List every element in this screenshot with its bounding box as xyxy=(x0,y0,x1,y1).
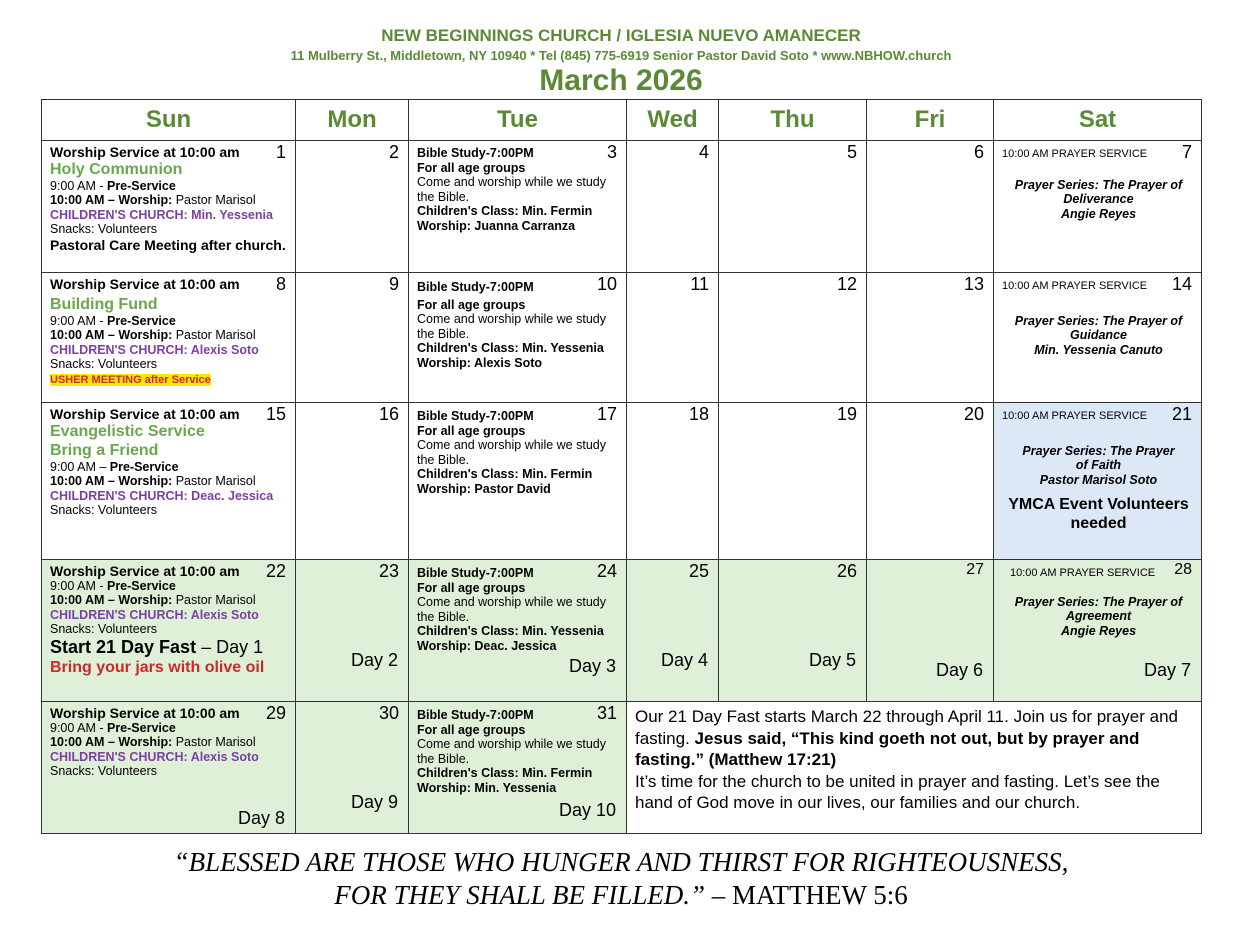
day-number: 4 xyxy=(698,142,709,162)
day-cell-6 xyxy=(867,141,994,273)
worship-line: 10:00 AM – Worship: Pastor Marisol xyxy=(50,328,256,342)
fast-day-label: Day 8 xyxy=(237,808,285,828)
day-number: 2 xyxy=(388,142,399,162)
day-number: 19 xyxy=(836,404,857,424)
bible-study-title: Bible Study-7:00PM xyxy=(417,708,534,722)
worship-leader: Worship: Min. Yessenia xyxy=(417,780,557,795)
prayer-leader: Min. Yessenia Canuto xyxy=(1034,342,1163,357)
weekday-mon: Mon xyxy=(296,100,409,141)
day-cell-27 xyxy=(867,560,994,702)
snacks-line: Snacks: Volunteers xyxy=(50,764,158,778)
childrens-church-line: CHILDREN'S CHURCH: Deac. Jessica xyxy=(50,488,274,503)
snacks-line: Snacks: Volunteers xyxy=(50,622,158,636)
day-cell-7 xyxy=(994,141,1202,273)
service-title: Worship Service at 10:00 am xyxy=(50,705,240,721)
day-number: 18 xyxy=(688,404,709,424)
preservice-line: 9:00 AM - Pre-Service xyxy=(50,313,176,328)
fast-start-note: Start 21 Day Fast – Day 1 xyxy=(50,636,264,657)
childrens-church-line: CHILDREN'S CHURCH: Min. Yessenia xyxy=(50,207,273,222)
day-number: 29 xyxy=(265,703,286,723)
day-cell-5 xyxy=(719,141,867,273)
childrens-class: Children's Class: Min. Fermin xyxy=(417,467,593,481)
day-number: 26 xyxy=(836,561,857,581)
day-number: 22 xyxy=(265,561,286,581)
quote-line-2: FOR THEY SHALL BE FILLED.” – MATTHEW 5:6 xyxy=(334,880,908,910)
day-number: 5 xyxy=(846,142,857,162)
age-groups: For all age groups xyxy=(417,160,526,175)
church-name: NEW BEGINNINGS CHURCH / IGLESIA NUEVO AMANECER xyxy=(381,26,861,45)
fast-day-label: Day 7 xyxy=(1143,660,1191,680)
bible-study-desc: Come and worship while we study the Bible. xyxy=(417,312,606,341)
fast-day-label: Day 6 xyxy=(935,660,983,680)
bible-study-title: Bible Study-7:00PM xyxy=(417,566,534,580)
day-cell-21 xyxy=(994,403,1202,560)
weekday-wed: Wed xyxy=(627,100,719,141)
worship-line: 10:00 AM – Worship: Pastor Marisol xyxy=(50,193,256,207)
service-title: Worship Service at 10:00 am xyxy=(50,276,240,292)
day-cell-4 xyxy=(627,141,719,273)
day-cell-22 xyxy=(42,560,296,702)
day-cell-13 xyxy=(867,273,994,403)
day-cell-23 xyxy=(296,560,409,702)
weekday-sat: Sat xyxy=(994,100,1202,141)
childrens-class: Children's Class: Min. Yessenia xyxy=(417,624,604,638)
ymca-volunteers-note: YMCA Event Volunteers needed xyxy=(1008,496,1189,532)
fast-day-label: Day 4 xyxy=(660,650,708,670)
day-cell-8 xyxy=(42,273,296,403)
day-number: 27 xyxy=(966,561,984,578)
service-title: Worship Service at 10:00 am xyxy=(50,563,240,579)
day-number: 6 xyxy=(973,142,984,162)
day-cell-1 xyxy=(42,141,296,273)
fast-day-label: Day 3 xyxy=(568,656,616,676)
day-cell-30 xyxy=(296,702,409,834)
day-number: 11 xyxy=(690,274,709,294)
day-cell-20 xyxy=(867,403,994,560)
day-number: 10 xyxy=(596,274,617,294)
prayer-series: Prayer Series: The Prayer of Guidance xyxy=(1014,313,1183,342)
day-number: 20 xyxy=(963,404,984,424)
age-groups: For all age groups xyxy=(417,580,526,595)
childrens-class: Children's Class: Min. Fermin xyxy=(417,766,593,780)
fast-scripture: Jesus said, “This kind goeth not out, but by prayer and fasting.” (Matthew 17:21) xyxy=(635,728,1140,769)
prayer-service-title: 10:00 AM PRAYER SERVICE xyxy=(1002,280,1148,292)
prayer-series: Prayer Series: The Prayer of Deliverance xyxy=(1014,177,1183,206)
worship-line: 10:00 AM – Worship: Pastor Marisol xyxy=(50,735,256,749)
day-cell-26 xyxy=(719,560,867,702)
service-title: Worship Service at 10:00 am xyxy=(50,406,240,422)
service-theme: Building Fund xyxy=(50,295,158,313)
bible-study-title: Bible Study-7:00PM xyxy=(417,146,534,160)
bible-study-title: Bible Study-7:00PM xyxy=(417,409,534,423)
preservice-line: 9:00 AM – Pre-Service xyxy=(50,459,179,474)
worship-leader: Worship: Alexis Soto xyxy=(417,355,543,370)
fast-announcement-body: It’s time for the church to be united in prayer and fasting. Let’s see the hand of God move in our lives, our families and our church. xyxy=(635,771,1160,812)
day-cell-18 xyxy=(627,403,719,560)
weekday-thu: Thu xyxy=(719,100,867,141)
day-cell-25 xyxy=(627,560,719,702)
prayer-leader: Angie Reyes xyxy=(1060,623,1137,638)
bible-study-desc: Come and worship while we study the Bible. xyxy=(417,737,606,766)
snacks-line: Snacks: Volunteers xyxy=(50,503,158,517)
bible-study-desc: Come and worship while we study the Bible. xyxy=(417,175,606,204)
day-number: 15 xyxy=(265,404,286,424)
bible-study-desc: Come and worship while we study the Bible. xyxy=(417,438,606,467)
day-cell-31 xyxy=(409,702,627,834)
day-cell-16 xyxy=(296,403,409,560)
prayer-leader: Pastor Marisol Soto xyxy=(1039,472,1158,487)
month-title: March 2026 xyxy=(539,64,703,97)
fast-day-label: Day 5 xyxy=(808,650,856,670)
prayer-service-title: 10:00 AM PRAYER SERVICE xyxy=(1002,148,1148,160)
day-cell-2 xyxy=(296,141,409,273)
day-cell-28 xyxy=(994,560,1202,702)
prayer-leader: Angie Reyes xyxy=(1060,206,1137,221)
childrens-class: Children's Class: Min. Fermin xyxy=(417,204,593,218)
snacks-line: Snacks: Volunteers xyxy=(50,357,158,371)
age-groups: For all age groups xyxy=(417,297,526,312)
day-cell-12 xyxy=(719,273,867,403)
day-cell-24 xyxy=(409,560,627,702)
childrens-church-line: CHILDREN'S CHURCH: Alexis Soto xyxy=(50,749,259,764)
day-cell-17 xyxy=(409,403,627,560)
weekday-sun: Sun xyxy=(42,100,296,141)
weekday-fri: Fri xyxy=(867,100,994,141)
calendar-grid xyxy=(41,99,1202,834)
scripture-quote xyxy=(0,846,1242,912)
day-number: 1 xyxy=(275,142,286,162)
day-cell-15 xyxy=(42,403,296,560)
day-number: 23 xyxy=(378,561,399,581)
worship-line: 10:00 AM – Worship: Pastor Marisol xyxy=(50,474,256,488)
service-title: Worship Service at 10:00 am xyxy=(50,144,240,160)
day-cell-14 xyxy=(994,273,1202,403)
day-cell-9 xyxy=(296,273,409,403)
prayer-series: Prayer Series: The Prayer of Agreement xyxy=(1014,594,1183,623)
day-number: 25 xyxy=(688,561,709,581)
bible-study-desc: Come and worship while we study the Bible. xyxy=(417,595,606,624)
day-number: 7 xyxy=(1181,142,1192,162)
service-theme-2: Bring a Friend xyxy=(50,441,159,459)
worship-leader: Worship: Juanna Carranza xyxy=(417,218,576,233)
fast-announcement-cell xyxy=(627,702,1202,834)
worship-leader: Worship: Deac. Jessica xyxy=(417,638,557,653)
church-address: 11 Mulberry St., Middletown, NY 10940 * Tel (845) 775-6919 Senior Pastor David Soto * www.NBHOW.church xyxy=(290,48,952,63)
age-groups: For all age groups xyxy=(417,423,526,438)
day-cell-3 xyxy=(409,141,627,273)
day-number: 8 xyxy=(275,274,286,294)
fast-day-label: Day 10 xyxy=(558,800,616,820)
meeting-note: Pastoral Care Meeting after church. xyxy=(50,236,286,253)
day-number: 14 xyxy=(1171,274,1192,294)
fast-day-label: Day 2 xyxy=(350,650,398,670)
olive-oil-note: Bring your jars with olive oil xyxy=(50,658,265,676)
childrens-church-line: CHILDREN'S CHURCH: Alexis Soto xyxy=(50,342,259,357)
day-number: 28 xyxy=(1174,561,1192,578)
age-groups: For all age groups xyxy=(417,722,526,737)
service-theme: Holy Communion xyxy=(50,160,183,178)
bible-study-title: Bible Study-7:00PM xyxy=(417,280,534,294)
day-number: 24 xyxy=(596,561,617,581)
prayer-service-title: 10:00 AM PRAYER SERVICE xyxy=(1010,567,1156,579)
worship-line: 10:00 AM – Worship: Pastor Marisol xyxy=(50,593,256,607)
prayer-service-title: 10:00 AM PRAYER SERVICE xyxy=(1002,410,1148,422)
day-cell-19 xyxy=(719,403,867,560)
weekday-tue: Tue xyxy=(409,100,627,141)
day-number: 3 xyxy=(606,142,617,162)
fast-day-label: Day 9 xyxy=(350,792,398,812)
prayer-series: Prayer Series: The Prayer of Faith xyxy=(1022,443,1175,472)
childrens-church-line: CHILDREN'S CHURCH: Alexis Soto xyxy=(50,607,259,622)
day-number: 9 xyxy=(388,274,399,294)
day-number: 30 xyxy=(378,703,399,723)
day-number: 17 xyxy=(596,404,617,424)
day-cell-10 xyxy=(409,273,627,403)
childrens-class: Children's Class: Min. Yessenia xyxy=(417,341,604,355)
day-number: 21 xyxy=(1171,404,1192,424)
worship-leader: Worship: Pastor David xyxy=(417,481,551,496)
preservice-line: 9:00 AM - Pre-Service xyxy=(50,720,176,735)
preservice-line: 9:00 AM - Pre-Service xyxy=(50,578,176,593)
preservice-line: 9:00 AM - Pre-Service xyxy=(50,178,176,193)
quote-reference: – MATTHEW 5:6 xyxy=(705,880,908,910)
fast-announcement xyxy=(635,706,1193,814)
usher-meeting-note: USHER MEETING after Service xyxy=(50,373,211,386)
quote-line-1: “BLESSED ARE THOSE WHO HUNGER AND THIRST FOR RIGHTEOUSNESS, xyxy=(173,847,1069,877)
day-number: 31 xyxy=(596,703,617,723)
service-theme: Evangelistic Service xyxy=(50,422,205,440)
day-number: 16 xyxy=(378,404,399,424)
day-cell-11 xyxy=(627,273,719,403)
snacks-line: Snacks: Volunteers xyxy=(50,222,158,236)
day-number: 13 xyxy=(963,274,984,294)
fast-announcement-intro: Our 21 Day Fast starts March 22 through April 11. Join us for prayer and fasting. xyxy=(635,707,1178,748)
day-cell-29 xyxy=(42,702,296,834)
day-number: 12 xyxy=(836,274,857,294)
